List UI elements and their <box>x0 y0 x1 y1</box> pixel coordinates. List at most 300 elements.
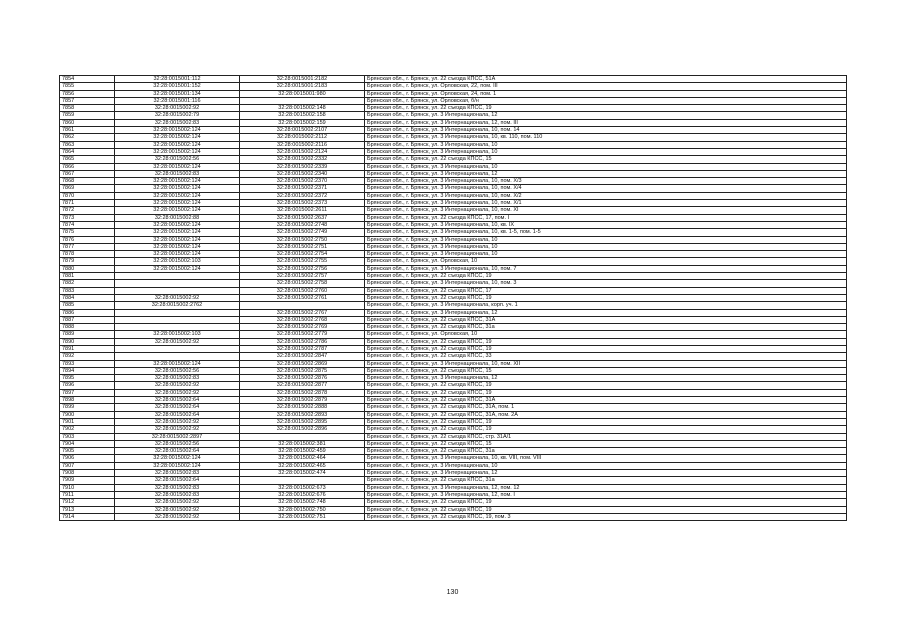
row-number-cell: 7860 <box>60 119 115 126</box>
land-parcel-cadastral-number-cell: 32:28:0015002:64 <box>115 477 240 484</box>
object-cadastral-number-cell: 32:28:0015002:673 <box>240 484 365 491</box>
row-number-cell: 7888 <box>60 324 115 331</box>
address-cell: Брянская обл., г. Брянск, ул. 22 съезда КПСС, 19 <box>365 382 847 389</box>
address-cell: Брянская обл., г. Брянск, ул. 3 Интернационала, 10, пом. XI <box>365 207 847 214</box>
land-parcel-cadastral-number-cell: 32:28:0015002:124 <box>115 192 240 199</box>
land-parcel-cadastral-number-cell: 32:28:0015002:124 <box>115 455 240 462</box>
row-number-cell: 7884 <box>60 294 115 301</box>
object-cadastral-number-cell: 32:28:0015002:2888 <box>240 404 365 411</box>
table-row <box>60 433 847 440</box>
object-cadastral-number-cell: 32:28:0015002:474 <box>240 470 365 477</box>
table-row <box>60 207 847 214</box>
address-cell: Брянская обл., г. Брянск, ул. 3 Интернационала, 10, пом. Х/3 <box>365 178 847 185</box>
row-number-cell: 7891 <box>60 345 115 352</box>
address-cell: Брянская обл., г. Брянск, ул. 3 Интернационала, 12 <box>365 470 847 477</box>
table-row <box>60 448 847 455</box>
land-parcel-cadastral-number-cell: 32:28:0015002:124 <box>115 207 240 214</box>
address-cell: Брянская обл., г. Брянск, ул. 22 съезда КПСС, 31А <box>365 397 847 404</box>
row-number-cell: 7870 <box>60 192 115 199</box>
address-cell: Брянская обл., г. Брянск, ул. 22 съезда КПСС, 15 <box>365 156 847 163</box>
land-parcel-cadastral-number-cell: 32:28:0015002:124 <box>115 141 240 148</box>
object-cadastral-number-cell: 32:28:0015002:2371 <box>240 185 365 192</box>
address-cell: Брянская обл., г. Брянск, ул. 22 съезда КПСС, 31А, пом. 2А <box>365 411 847 418</box>
row-number-cell: 7887 <box>60 316 115 323</box>
row-number-cell: 7907 <box>60 462 115 469</box>
address-cell: Брянская обл., г. Брянск, ул. 3 Интернационала, 12 <box>365 309 847 316</box>
table-row <box>60 163 847 170</box>
land-parcel-cadastral-number-cell <box>115 280 240 287</box>
row-number-cell: 7861 <box>60 127 115 134</box>
table-row <box>60 273 847 280</box>
table-row <box>60 426 847 433</box>
row-number-cell: 7905 <box>60 448 115 455</box>
address-cell: Брянская обл., г. Брянск, ул. 3 Интернационала, 10 <box>365 148 847 155</box>
register-table <box>59 75 847 521</box>
land-parcel-cadastral-number-cell: 32:28:0015002:92 <box>115 389 240 396</box>
object-cadastral-number-cell: 32:28:0015002:2875 <box>240 367 365 374</box>
object-cadastral-number-cell: 32:28:0015002:2370 <box>240 178 365 185</box>
land-parcel-cadastral-number-cell: 32:28:0015002:124 <box>115 185 240 192</box>
row-number-cell: 7903 <box>60 433 115 440</box>
table-row <box>60 462 847 469</box>
object-cadastral-number-cell: 32:28:0015002:2895 <box>240 418 365 425</box>
address-cell: Брянская обл., г. Брянск, ул. 22 съезда КПСС, 51А <box>365 76 847 83</box>
object-cadastral-number-cell <box>240 97 365 104</box>
land-parcel-cadastral-number-cell: 32:28:0015002:124 <box>115 127 240 134</box>
object-cadastral-number-cell: 32:28:0015002:464 <box>240 455 365 462</box>
object-cadastral-number-cell: 32:28:0015002:148 <box>240 105 365 112</box>
land-parcel-cadastral-number-cell: 32:28:0015002:83 <box>115 470 240 477</box>
object-cadastral-number-cell: 32:28:0015002:750 <box>240 506 365 513</box>
row-number-cell: 7879 <box>60 258 115 265</box>
address-cell: Брянская обл., г. Брянск, ул. 3 Интернационала, 10, кв. 110, пом. 110 <box>365 134 847 141</box>
land-parcel-cadastral-number-cell: 32:28:0015001:134 <box>115 90 240 97</box>
land-parcel-cadastral-number-cell: 32:28:0015001:116 <box>115 97 240 104</box>
object-cadastral-number-cell: 32:28:0015002:2761 <box>240 294 365 301</box>
address-cell: Брянская обл., г. Брянск, ул. 3 Интернационала, 10, пом. 7 <box>365 265 847 272</box>
table-row <box>60 178 847 185</box>
address-cell: Брянская обл., г. Брянск, ул. 3 Интернационала, 10, пом. Х/4 <box>365 185 847 192</box>
row-number-cell: 7910 <box>60 484 115 491</box>
address-cell: Брянская обл., г. Брянск, ул. 22 съезда КПСС, стр. 31А/1 <box>365 433 847 440</box>
row-number-cell: 7909 <box>60 477 115 484</box>
table-row <box>60 418 847 425</box>
object-cadastral-number-cell: 32:28:0015002:2749 <box>240 229 365 236</box>
address-cell: Брянская обл., г. Брянск, ул. 22 съезда КПСС, 17 <box>365 287 847 294</box>
land-parcel-cadastral-number-cell: 32:28:0015002:124 <box>115 251 240 258</box>
address-cell: Брянская обл., г. Брянск, ул. 3 Интернационала, 10, кв. 1-5, пом. 1-5 <box>365 229 847 236</box>
address-cell: Брянская обл., г. Брянск, ул. 3 Интернационала, 12, пом. III <box>365 119 847 126</box>
table-row <box>60 265 847 272</box>
land-parcel-cadastral-number-cell: 32:28:0015002:124 <box>115 221 240 228</box>
object-cadastral-number-cell: 32:28:0015002:2893 <box>240 411 365 418</box>
row-number-cell: 7882 <box>60 280 115 287</box>
land-parcel-cadastral-number-cell: 32:28:0015002:56 <box>115 440 240 447</box>
table-row <box>60 258 847 265</box>
row-number-cell: 7871 <box>60 200 115 207</box>
table-row <box>60 156 847 163</box>
address-cell: Брянская обл., г. Брянск, ул. 3 Интернационала, 12 <box>365 170 847 177</box>
table-row <box>60 236 847 243</box>
address-cell: Брянская обл., г. Брянск, ул. 22 съезда КПСС, 15 <box>365 367 847 374</box>
row-number-cell: 7875 <box>60 229 115 236</box>
object-cadastral-number-cell: 32:28:0015002:2755 <box>240 258 365 265</box>
object-cadastral-number-cell: 32:28:0015002:2757 <box>240 273 365 280</box>
row-number-cell: 7856 <box>60 90 115 97</box>
land-parcel-cadastral-number-cell: 32:28:0015002:124 <box>115 236 240 243</box>
address-cell: Брянская обл., г. Брянск, ул. 22 съезда КПСС, 19 <box>365 418 847 425</box>
row-number-cell: 7899 <box>60 404 115 411</box>
land-parcel-cadastral-number-cell: 32:28:0015002:64 <box>115 411 240 418</box>
object-cadastral-number-cell: 32:28:0015002:2107 <box>240 127 365 134</box>
object-cadastral-number-cell: 32:28:0015002:381 <box>240 440 365 447</box>
land-parcel-cadastral-number-cell: 32:28:0015002:92 <box>115 338 240 345</box>
object-cadastral-number-cell: 32:28:0015002:2637 <box>240 214 365 221</box>
table-row <box>60 229 847 236</box>
table-row <box>60 345 847 352</box>
row-number-cell: 7867 <box>60 170 115 177</box>
table-row <box>60 382 847 389</box>
object-cadastral-number-cell: 32:28:0015002:2116 <box>240 141 365 148</box>
address-cell: Брянская обл., г. Брянск, ул. 22 съезда КПСС, 31А, пом. 1 <box>365 404 847 411</box>
table-row <box>60 134 847 141</box>
table-row <box>60 397 847 404</box>
row-number-cell: 7895 <box>60 375 115 382</box>
table-row <box>60 375 847 382</box>
table-row <box>60 251 847 258</box>
table-row <box>60 513 847 520</box>
row-number-cell: 7863 <box>60 141 115 148</box>
table-row <box>60 302 847 309</box>
object-cadastral-number-cell: 32:28:0015002:2754 <box>240 251 365 258</box>
land-parcel-cadastral-number-cell: 32:28:0015002:124 <box>115 243 240 250</box>
row-number-cell: 7857 <box>60 97 115 104</box>
object-cadastral-number-cell: 32:28:0015002:748 <box>240 499 365 506</box>
object-cadastral-number-cell: 32:28:0015002:159 <box>240 119 365 126</box>
table-row <box>60 97 847 104</box>
table-row <box>60 309 847 316</box>
address-cell: Брянская обл., г. Брянск, ул. 22 съезда КПСС, 19 <box>365 389 847 396</box>
land-parcel-cadastral-number-cell: 32:28:0015002:92 <box>115 506 240 513</box>
table-row <box>60 280 847 287</box>
row-number-cell: 7911 <box>60 491 115 498</box>
address-cell: Брянская обл., г. Брянск, ул. 3 Интернационала, 10, пом. 3 <box>365 280 847 287</box>
land-parcel-cadastral-number-cell <box>115 353 240 360</box>
land-parcel-cadastral-number-cell: 32:28:0015002:124 <box>115 360 240 367</box>
land-parcel-cadastral-number-cell: 32:28:0015002:92 <box>115 382 240 389</box>
row-number-cell: 7866 <box>60 163 115 170</box>
address-cell: Брянская обл., г. Брянск, ул. 3 Интернационала, 10 <box>365 243 847 250</box>
row-number-cell: 7880 <box>60 265 115 272</box>
address-cell: Брянская обл., г. Брянск, ул. 22 съезда КПСС, 31а <box>365 324 847 331</box>
land-parcel-cadastral-number-cell <box>115 287 240 294</box>
row-number-cell: 7893 <box>60 360 115 367</box>
address-cell: Брянская обл., г. Брянск, ул. 22 съезда КПСС, 17, пом. I <box>365 214 847 221</box>
object-cadastral-number-cell: 32:28:0015002:2876 <box>240 375 365 382</box>
land-parcel-cadastral-number-cell: 32:28:0015002:79 <box>115 112 240 119</box>
address-cell: Брянская обл., г. Брянск, ул. 3 Интернационала, 12 <box>365 112 847 119</box>
object-cadastral-number-cell: 32:28:0015002:2779 <box>240 331 365 338</box>
table-row <box>60 506 847 513</box>
row-number-cell: 7894 <box>60 367 115 374</box>
table-row <box>60 221 847 228</box>
table-row <box>60 316 847 323</box>
row-number-cell: 7877 <box>60 243 115 250</box>
object-cadastral-number-cell: 32:28:0015002:2112 <box>240 134 365 141</box>
register-table-container <box>59 75 847 521</box>
object-cadastral-number-cell: 32:28:0015002:2847 <box>240 353 365 360</box>
address-cell: Брянская обл., г. Брянск, ул. 3 Интернационала, 12 <box>365 375 847 382</box>
table-row <box>60 112 847 119</box>
row-number-cell: 7897 <box>60 389 115 396</box>
object-cadastral-number-cell: 32:28:0015002:2756 <box>240 265 365 272</box>
object-cadastral-number-cell: 32:28:0015002:2896 <box>240 426 365 433</box>
object-cadastral-number-cell: 32:28:0015002:2869 <box>240 360 365 367</box>
land-parcel-cadastral-number-cell <box>115 309 240 316</box>
row-number-cell: 7873 <box>60 214 115 221</box>
table-row <box>60 455 847 462</box>
row-number-cell: 7874 <box>60 221 115 228</box>
address-cell: Брянская обл., г. Брянск, ул. 22 съезда КПСС, 19 <box>365 338 847 345</box>
address-cell: Брянская обл., г. Брянск, ул. 22 съезда КПСС, 19 <box>365 273 847 280</box>
row-number-cell: 7854 <box>60 76 115 83</box>
land-parcel-cadastral-number-cell: 32:28:0015002:83 <box>115 484 240 491</box>
land-parcel-cadastral-number-cell: 32:28:0015002:64 <box>115 448 240 455</box>
row-number-cell: 7878 <box>60 251 115 258</box>
object-cadastral-number-cell: 32:28:0015002:2373 <box>240 200 365 207</box>
row-number-cell: 7904 <box>60 440 115 447</box>
address-cell: Брянская обл., г. Брянск, ул. 3 Интернационала, 10 <box>365 251 847 258</box>
land-parcel-cadastral-number-cell: 32:28:0015002:83 <box>115 170 240 177</box>
table-row <box>60 360 847 367</box>
land-parcel-cadastral-number-cell: 32:28:0015001:152 <box>115 83 240 90</box>
row-number-cell: 7912 <box>60 499 115 506</box>
row-number-cell: 7868 <box>60 178 115 185</box>
address-cell: Брянская обл., г. Брянск, ул. 22 съезда КПСС, 19 <box>365 506 847 513</box>
row-number-cell: 7862 <box>60 134 115 141</box>
land-parcel-cadastral-number-cell <box>115 273 240 280</box>
table-row <box>60 499 847 506</box>
land-parcel-cadastral-number-cell: 32:28:0015002:83 <box>115 375 240 382</box>
row-number-cell: 7859 <box>60 112 115 119</box>
row-number-cell: 7886 <box>60 309 115 316</box>
object-cadastral-number-cell: 32:28:0015002:2787 <box>240 345 365 352</box>
address-cell: Брянская обл., г. Брянск, ул. 22 съезда КПСС, 31а <box>365 477 847 484</box>
object-cadastral-number-cell <box>240 477 365 484</box>
land-parcel-cadastral-number-cell: 32:28:0015002:124 <box>115 178 240 185</box>
land-parcel-cadastral-number-cell: 32:28:0015002:124 <box>115 200 240 207</box>
row-number-cell: 7883 <box>60 287 115 294</box>
land-parcel-cadastral-number-cell: 32:28:0015001:112 <box>115 76 240 83</box>
address-cell: Брянская обл., г. Брянск, ул. 3 Интернационала, 10, кв. IX <box>365 221 847 228</box>
row-number-cell: 7865 <box>60 156 115 163</box>
address-cell: Брянская обл., г. Брянск, ул. 22 съезда КПСС, 15 <box>365 440 847 447</box>
land-parcel-cadastral-number-cell: 32:28:0015002:2762 <box>115 302 240 309</box>
address-cell: Брянская обл., г. Брянск, ул. 3 Интернационала, 10 <box>365 236 847 243</box>
row-number-cell: 7914 <box>60 513 115 520</box>
land-parcel-cadastral-number-cell: 32:28:0015002:64 <box>115 404 240 411</box>
address-cell: Брянская обл., г. Брянск, ул. 22 съезда КПСС, 19, пом. 3 <box>365 513 847 520</box>
land-parcel-cadastral-number-cell: 32:28:0015002:92 <box>115 513 240 520</box>
row-number-cell: 7889 <box>60 331 115 338</box>
table-row <box>60 353 847 360</box>
address-cell: Брянская обл., г. Брянск, ул. 22 съезда КПСС, 19 <box>365 345 847 352</box>
object-cadastral-number-cell: 32:28:0015002:2758 <box>240 280 365 287</box>
land-parcel-cadastral-number-cell: 32:28:0015002:124 <box>115 229 240 236</box>
land-parcel-cadastral-number-cell: 32:28:0015002:64 <box>115 397 240 404</box>
object-cadastral-number-cell: 32:28:0015001:2183 <box>240 83 365 90</box>
row-number-cell: 7901 <box>60 418 115 425</box>
address-cell: Брянская обл., г. Брянск, ул. Орловская, 10 <box>365 258 847 265</box>
table-row <box>60 170 847 177</box>
row-number-cell: 7890 <box>60 338 115 345</box>
land-parcel-cadastral-number-cell <box>115 316 240 323</box>
object-cadastral-number-cell: 32:28:0015002:2339 <box>240 163 365 170</box>
address-cell: Брянская обл., г. Брянск, ул. 22 съезда КПСС, 19 <box>365 426 847 433</box>
object-cadastral-number-cell: 32:28:0015002:2760 <box>240 287 365 294</box>
land-parcel-cadastral-number-cell: 32:28:0015002:92 <box>115 426 240 433</box>
table-row <box>60 367 847 374</box>
address-cell: Брянская обл., г. Брянск, ул. 3 Интернационала, 10 <box>365 163 847 170</box>
table-row <box>60 214 847 221</box>
row-number-cell: 7881 <box>60 273 115 280</box>
object-cadastral-number-cell: 32:28:0015002:158 <box>240 112 365 119</box>
table-row <box>60 389 847 396</box>
land-parcel-cadastral-number-cell: 32:28:0015002:83 <box>115 491 240 498</box>
row-number-cell: 7855 <box>60 83 115 90</box>
land-parcel-cadastral-number-cell: 32:28:0015002:92 <box>115 499 240 506</box>
object-cadastral-number-cell: 32:28:0015002:2748 <box>240 221 365 228</box>
row-number-cell: 7892 <box>60 353 115 360</box>
row-number-cell: 7876 <box>60 236 115 243</box>
object-cadastral-number-cell: 32:28:0015001:2182 <box>240 76 365 83</box>
land-parcel-cadastral-number-cell: 32:28:0015002:88 <box>115 214 240 221</box>
table-row <box>60 192 847 199</box>
row-number-cell: 7913 <box>60 506 115 513</box>
object-cadastral-number-cell: 32:28:0015002:2786 <box>240 338 365 345</box>
address-cell: Брянская обл., г. Брянск, ул. Орловская, 22, пом. III <box>365 83 847 90</box>
table-row <box>60 491 847 498</box>
table-row <box>60 90 847 97</box>
table-row <box>60 105 847 112</box>
table-row <box>60 119 847 126</box>
address-cell: Брянская обл., г. Брянск, ул. 3 Интернационала, 10, кв. VIII, пом. VIII <box>365 455 847 462</box>
register-table-body <box>60 76 847 521</box>
table-row <box>60 200 847 207</box>
table-row <box>60 148 847 155</box>
row-number-cell: 7869 <box>60 185 115 192</box>
row-number-cell: 7898 <box>60 397 115 404</box>
address-cell: Брянская обл., г. Брянск, ул. 22 съезда КПСС, 33 <box>365 353 847 360</box>
row-number-cell: 7900 <box>60 411 115 418</box>
address-cell: Брянская обл., г. Брянск, ул. 22 съезда КПСС, 31а <box>365 448 847 455</box>
land-parcel-cadastral-number-cell: 32:28:0015002:103 <box>115 331 240 338</box>
object-cadastral-number-cell: 32:28:0015002:2750 <box>240 236 365 243</box>
object-cadastral-number-cell: 32:28:0015002:751 <box>240 513 365 520</box>
table-row <box>60 243 847 250</box>
table-row <box>60 484 847 491</box>
land-parcel-cadastral-number-cell: 32:28:0015002:124 <box>115 148 240 155</box>
address-cell: Брянская обл., г. Брянск, ул. 22 съезда КПСС, 19 <box>365 294 847 301</box>
row-number-cell: 7872 <box>60 207 115 214</box>
table-row <box>60 338 847 345</box>
object-cadastral-number-cell <box>240 302 365 309</box>
address-cell: Брянская обл., г. Брянск, ул. 3 Интернационала, 10, пом. XII <box>365 360 847 367</box>
table-row <box>60 76 847 83</box>
address-cell: Брянская обл., г. Брянск, ул. 22 съезда КПСС, 19 <box>365 499 847 506</box>
address-cell: Брянская обл., г. Брянск, ул. Орловская, б/н <box>365 97 847 104</box>
object-cadastral-number-cell: 32:28:0015002:2877 <box>240 382 365 389</box>
row-number-cell: 7858 <box>60 105 115 112</box>
row-number-cell: 7896 <box>60 382 115 389</box>
object-cadastral-number-cell: 32:28:0015002:2768 <box>240 316 365 323</box>
table-row <box>60 411 847 418</box>
land-parcel-cadastral-number-cell: 32:28:0015002:83 <box>115 119 240 126</box>
land-parcel-cadastral-number-cell: 32:28:0015002:103 <box>115 258 240 265</box>
object-cadastral-number-cell: 32:28:0015002:676 <box>240 491 365 498</box>
table-row <box>60 331 847 338</box>
row-number-cell: 7885 <box>60 302 115 309</box>
row-number-cell: 7906 <box>60 455 115 462</box>
object-cadastral-number-cell: 32:28:0015002:2611 <box>240 207 365 214</box>
address-cell: Брянская обл., г. Брянск, ул. Орловская, 24, пом. 1 <box>365 90 847 97</box>
row-number-cell: 7864 <box>60 148 115 155</box>
address-cell: Брянская обл., г. Брянск, ул. 3 Интернационала, 10 <box>365 141 847 148</box>
object-cadastral-number-cell: 32:28:0015001:980 <box>240 90 365 97</box>
object-cadastral-number-cell: 32:28:0015002:2769 <box>240 324 365 331</box>
address-cell: Брянская обл., г. Брянск, ул. 3 Интернационала, 12, пом. 12 <box>365 484 847 491</box>
land-parcel-cadastral-number-cell: 32:28:0015002:92 <box>115 294 240 301</box>
table-row <box>60 141 847 148</box>
address-cell: Брянская обл., г. Брянск, ул. 3 Интернационала, 10, пом. Х/1 <box>365 200 847 207</box>
table-row <box>60 185 847 192</box>
row-number-cell: 7902 <box>60 426 115 433</box>
row-number-cell: 7908 <box>60 470 115 477</box>
address-cell: Брянская обл., г. Брянск, ул. 3 Интернационала, 10 <box>365 462 847 469</box>
address-cell: Брянская обл., г. Брянск, ул. 22 съезда КПСС, 31А <box>365 316 847 323</box>
land-parcel-cadastral-number-cell: 32:28:0015002:56 <box>115 156 240 163</box>
object-cadastral-number-cell: 32:28:0015002:2340 <box>240 170 365 177</box>
address-cell: Брянская обл., г. Брянск, ул. 3 Интернационала, 12, пом. I <box>365 491 847 498</box>
table-row <box>60 440 847 447</box>
page-number: 130 <box>446 589 459 596</box>
address-cell: Брянская обл., г. Брянск, ул. 3 Интернационала, корп. уч. 1 <box>365 302 847 309</box>
address-cell: Брянская обл., г. Брянск, ул. 3 Интернационала, 10, пом. 14 <box>365 127 847 134</box>
address-cell: Брянская обл., г. Брянск, ул. 22 съезда КПСС, 19 <box>365 105 847 112</box>
table-row <box>60 83 847 90</box>
land-parcel-cadastral-number-cell: 32:28:0015002:92 <box>115 105 240 112</box>
table-row <box>60 404 847 411</box>
object-cadastral-number-cell: 32:28:0015002:2878 <box>240 389 365 396</box>
table-row <box>60 324 847 331</box>
land-parcel-cadastral-number-cell: 32:28:0015002:124 <box>115 163 240 170</box>
object-cadastral-number-cell: 32:28:0015002:2879 <box>240 397 365 404</box>
object-cadastral-number-cell <box>240 433 365 440</box>
land-parcel-cadastral-number-cell: 32:28:0015002:56 <box>115 367 240 374</box>
address-cell: Брянская обл., г. Брянск, ул. Орловская, 10 <box>365 331 847 338</box>
object-cadastral-number-cell: 32:28:0015002:459 <box>240 448 365 455</box>
land-parcel-cadastral-number-cell: 32:28:0015002:124 <box>115 134 240 141</box>
table-row <box>60 470 847 477</box>
land-parcel-cadastral-number-cell: 32:28:0015002:124 <box>115 265 240 272</box>
land-parcel-cadastral-number-cell: 32:28:0015002:124 <box>115 462 240 469</box>
object-cadastral-number-cell: 32:28:0015002:2332 <box>240 156 365 163</box>
address-cell: Брянская обл., г. Брянск, ул. 3 Интернационала, 10, пом. Х/2 <box>365 192 847 199</box>
table-row <box>60 477 847 484</box>
object-cadastral-number-cell: 32:28:0015002:2372 <box>240 192 365 199</box>
object-cadastral-number-cell: 32:28:0015002:2767 <box>240 309 365 316</box>
table-row <box>60 127 847 134</box>
